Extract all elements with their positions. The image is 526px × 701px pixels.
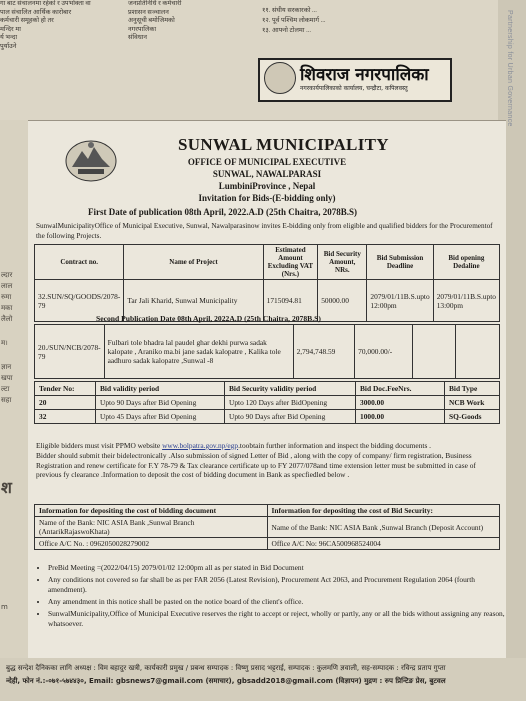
table-header-row [35, 245, 500, 280]
estimated-amount: 1715094.81 [263, 280, 318, 322]
bank-name: Name of the Bank: NIC ASIA Bank ,Sunwal Branch (Deposit Account) [267, 517, 500, 538]
column-header: Contract no. [35, 245, 124, 280]
margin-word: सहा [1, 396, 12, 404]
top-newspaper-section [0, 0, 526, 120]
margin-word: ज्ञान [1, 363, 12, 371]
table-row [35, 325, 500, 379]
invitation-line: Invitation for Bids-(E-bidding only) [198, 193, 336, 203]
shivraj-title: शिवराज नगरपालिका [300, 65, 429, 85]
margin-word: रुमा [1, 293, 12, 301]
text-line: गा बाट संचालनमा रहेको र उपभोक्ता वा [0, 0, 91, 7]
notes-list [34, 563, 508, 631]
tender-validity-table [34, 381, 500, 424]
bank-name: Name of the Bank: NIC ASIA Bank ,Sunwal Branch (AntarikRajaswoKhata) [35, 517, 268, 538]
list-item: • Any conditions not covered so far shall be as per FAR 2056 (Latest Revision), Procurement Act 2063, and Procurement Regulation 2064 (fourth amendment). [48, 575, 508, 595]
text-line: १२. पूर्व पश्चिम लोकमार्ग ... [262, 17, 326, 24]
list-item: • Any amendment in this notice shall be pasted on the notice board of the client's office. [48, 597, 508, 607]
top-mid-column [128, 0, 252, 118]
eligibility-line: .toobtain further information and inspect the bidding documents . [238, 441, 432, 450]
eligibility-text [36, 441, 502, 480]
column-header: Bid Security validity period [225, 382, 356, 396]
top-left-column [0, 0, 122, 118]
notice-title: SUNWAL MUNICIPALITY [178, 135, 389, 154]
doc-fee: 1000.00 [356, 410, 445, 424]
text-line: प्रशासन सञ्चालन [128, 8, 169, 16]
column-header: Information for depositing the cost of bidding document [35, 505, 268, 517]
side-label: Partnership for Urban Governance [506, 10, 513, 127]
table-row [35, 410, 500, 424]
text-line: कर्मचारी समूहको हो तर [0, 17, 54, 24]
province: LumbiniProvince , Nepal [218, 181, 316, 191]
margin-word: श [1, 478, 12, 497]
bid-table [34, 244, 500, 322]
opening-deadline: 2079/01/11B.S.upto 13:00pm [433, 280, 499, 322]
text-line: पाल संचालित आर्थिक कारोबार [0, 8, 72, 16]
table-row [35, 396, 500, 410]
footer-line: बुद्ध सन्देश दैनिकका लागि अध्यक्ष : विम बहादुर खत्री, कार्यकारी प्रमुख / प्रबन्ध सम्पादक : विष्णु प्रसाद भट्टराई, सम्पादक : कुलमणि ज्ञवाली, सह-सम्पादक : रविन्द्र प्रताप गुप्ता [6, 664, 446, 672]
empty-cell [412, 325, 456, 379]
margin-word: ल्टा [1, 385, 10, 393]
text-line: पुर्याउने [0, 42, 17, 50]
table-row [35, 517, 500, 538]
contract-no: 20./SUN/NCB/2078-79 [35, 325, 105, 379]
security-validity: Upto 90 Days after Bid Opening [225, 410, 356, 424]
column-header: Bid Submission Deadline [367, 245, 433, 280]
text-line: नगरपालिका [128, 25, 157, 33]
column-header: Bid Security Amount, NRs. [318, 245, 367, 280]
top-right-column [262, 6, 492, 56]
table-row [35, 538, 500, 550]
table-header-row [35, 382, 500, 396]
tender-no: 20 [35, 396, 96, 410]
bid-type: NCB Work [445, 396, 500, 410]
text-line: जनप्रतिनिधि र कर्मचारी [128, 0, 182, 7]
margin-word: म। [1, 339, 8, 347]
project-name: Tar Jali Kharid, Sunwal Municipality [124, 280, 263, 322]
text-line: संविधान [128, 34, 147, 41]
column-header: Tender No: [35, 382, 96, 396]
bid-validity: Upto 90 Days after Bid Opening [96, 396, 225, 410]
margin-word: m [1, 603, 8, 611]
text-line: मन्दिर मा [0, 25, 21, 33]
bid-table-2 [34, 324, 500, 379]
submission-instructions: Bidder should submit their bidelectronically .Also submission of signed Letter of Bid , along with the copy of company/ firm registration, Business Registration and renew certificate for F.Y 78-79 & Tax clearance certificate up to FY 2077/078and time extension letter must be submitted in case of previous fy clearance .Information to deposit the cost of bidding document in Bank as specfiedled below . [36, 450, 476, 480]
tender-no: 32 [35, 410, 96, 424]
left-margin [0, 120, 28, 660]
bid-security: 70,000.00/- [355, 325, 413, 379]
footer-line: न्देही, फोन नं.:-०७१-५७४४३०, Email: gbsnews7@gmail.com (समाचार), gbsadd2018@gmail.com (विज्ञापन) मुद्रण : रुप प्रिन्टिङ प्रेस, बुटवल [6, 677, 446, 685]
first-publication-date: First Date of publication 08th April, 2022.A.D (25th Chaitra, 2078B.S) [88, 207, 358, 217]
column-header: Estimated Amount Excluding VAT (Nrs.) [263, 245, 318, 280]
bid-security: 50000.00 [318, 280, 367, 322]
account-number: Office A/C No: 96CA500968524004 [267, 538, 500, 550]
office-name: OFFICE OF MUNICIPAL EXECUTIVE [187, 157, 347, 167]
margin-word: लाल [1, 282, 13, 290]
second-publication-date: Second Publication Date 08th April, 2022A.D (25th Chaitra, 2078B.S) [96, 314, 321, 323]
margin-word: मका [1, 304, 13, 312]
column-header: Name of Project [124, 245, 263, 280]
intro-paragraph: SunwalMunicipalityOffice of Municipal Executive, Sunwal, Nawalparasinow invites E-bidding only from eligible and qualified bidders for the Procurementof the following Projects. [36, 222, 493, 240]
column-header: Bid Type [445, 382, 500, 396]
column-header: Bid opening Dedaline [433, 245, 499, 280]
contract-no: 32.SUN/SQ/GOODS/2078-79 [35, 280, 124, 322]
margin-word: लैलो [1, 315, 13, 323]
ppmo-link[interactable]: www.bolpatra.gov.np/egp [162, 441, 239, 450]
newspaper-footer [0, 658, 526, 701]
security-validity: Upto 120 Days after BidOpening [225, 396, 356, 410]
text-line: ११. संघीय सरकारको ... [262, 7, 317, 14]
estimated-amount: 2,794,748.59 [293, 325, 355, 379]
bid-validity: Upto 45 Days after Bid Opening [96, 410, 225, 424]
doc-fee: 3000.00 [356, 396, 445, 410]
empty-cell [456, 325, 500, 379]
bid-type: SQ-Goods [445, 410, 500, 424]
list-item: • SunwalMunicipality,Office of Municipal Executive reserves the right to accept or reject, wholly or partly, any or all the bids without assigning any reason, whatsoever. [48, 609, 508, 629]
column-header: Information for depositing the cost of Bid Security: [267, 505, 500, 517]
eligibility-line: Eligible bidders must visit PPMO website [36, 441, 163, 450]
office-location: SUNWAL, NAWALPARASI [212, 169, 322, 179]
table-header-row [35, 505, 500, 517]
nepal-emblem-icon [264, 62, 296, 94]
submission-deadline: 2079/01/11B.S.upto 12:00pm [367, 280, 433, 322]
text-line: १३. आफ्नो टोलमा ... [262, 27, 311, 34]
column-header: Bid validity period [96, 382, 225, 396]
account-number: Office A/C No. : 0962050028279002 [35, 538, 268, 550]
project-name: Fulbari tole bhadra lal paudel ghar dekhi purwa sadak kalopate , Araniko ma.bi jane sadak kalopatre , Kalika tole aadhuro sadak kalopatre ,Sunwal -8 [104, 325, 293, 379]
margin-word: खपा [1, 374, 13, 382]
text-line: अनुसूची बमोजिमको [128, 17, 175, 24]
tender-notice [28, 120, 506, 661]
shivraj-subtitle: नगरकार्यपालिकाको कार्यालय, चन्द्रौटा, कपिलवस्तु [300, 85, 408, 92]
list-item: • PreBid Meeting =(2022/04/15) 2079/01/02 12:00pm all as per stated in Bid Document [48, 563, 508, 573]
column-header: Bid Doc.FeeNrs. [356, 382, 445, 396]
margin-word: ल्दार [1, 271, 13, 279]
text-line: र्य भन्दा [0, 34, 18, 41]
deposit-table [34, 504, 500, 550]
